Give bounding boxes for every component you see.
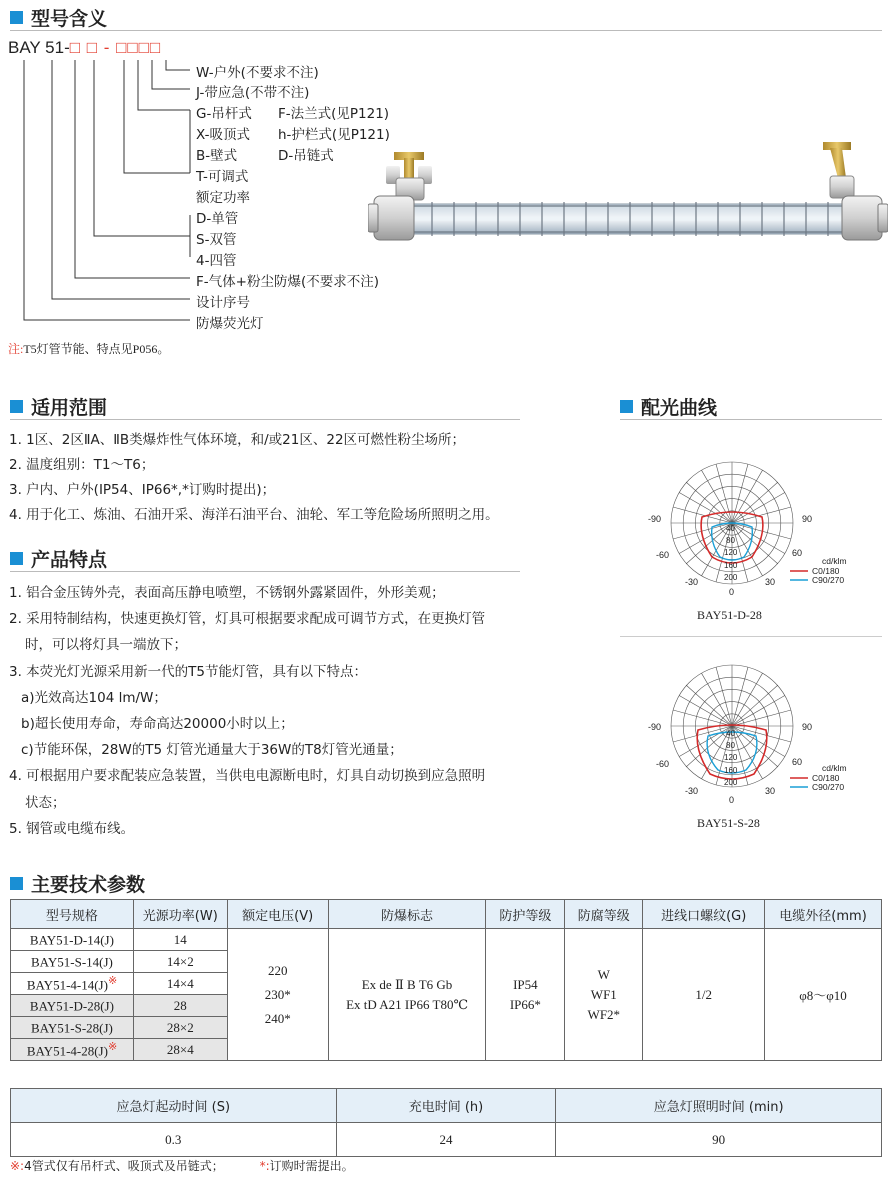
- table-header: 防护等级: [486, 900, 565, 929]
- polar-caption-s28: BAY51-S-28: [697, 816, 760, 830]
- section-marker: [10, 877, 23, 890]
- list-item: b)超长使用寿命，寿命高达20000小时以上；: [21, 716, 294, 733]
- cell-power: 28: [133, 995, 227, 1017]
- table-header: 电缆外径(mm): [765, 900, 882, 929]
- list-item: 3. 户内、户外(IP54、IP66*,*订购时提出)；: [9, 482, 276, 498]
- list-item: 1. 铝合金压铸外壳，表面高压静电喷塑，不锈钢外露紧固件，外形美观；: [9, 585, 445, 601]
- section-title-params: 主要技术参数: [10, 870, 145, 897]
- cell-thread: 1/2: [643, 929, 765, 1061]
- section-marker: [620, 400, 633, 413]
- ring-label: 200: [724, 573, 738, 582]
- model-label-single: D-单管: [196, 211, 239, 227]
- ring-label: 80: [726, 536, 735, 545]
- legend-unit: cd/klm: [822, 556, 847, 566]
- model-label-d-chain: D-吊链式: [278, 148, 334, 164]
- model-code: BAY 51-□ □ - □□□□: [8, 38, 162, 57]
- divider: [10, 419, 520, 420]
- section-title-light: 配光曲线: [620, 393, 717, 420]
- list-item: 2. 温度组别：T1～T6；: [9, 457, 155, 473]
- model-label-lamp: 防爆荧光灯: [196, 316, 264, 332]
- cell-model: BAY51-D-28(J): [11, 995, 134, 1017]
- angle-label: -30: [685, 786, 699, 796]
- angle-label: 60: [792, 757, 803, 767]
- list-item: 状态；: [25, 794, 66, 811]
- cell-model: BAY51-4-14(J)※: [11, 973, 134, 995]
- cell-lighting-time: 90: [556, 1123, 882, 1157]
- ring-label: 120: [724, 548, 738, 557]
- polar-chart-d28: [640, 445, 870, 620]
- list-item: c)节能环保，28W的T5 灯管光通量大于36W的T8灯管光通量；: [21, 742, 403, 759]
- emergency-table: [10, 1088, 882, 1157]
- cell-voltage: 220 230* 240*: [227, 929, 328, 1061]
- model-label-j: J-带应急(不带不注): [196, 85, 310, 101]
- ring-label: 40: [726, 524, 735, 533]
- cell-protection: IP54 IP66*: [486, 929, 565, 1061]
- table-header-row: [11, 1089, 882, 1123]
- table-header: 进线口螺纹(G): [643, 900, 765, 929]
- features-list: [9, 580, 485, 842]
- cell-model: BAY51-S-14(J): [11, 951, 134, 973]
- table-header: 光源功率(W): [133, 900, 227, 929]
- cell-start-time: 0.3: [11, 1123, 337, 1157]
- footnote: ※:4管式仅有吊杆式、吸顶式及吊链式； *:订购时需提出。: [10, 1159, 354, 1173]
- lamp-product-image: [368, 138, 888, 248]
- model-note: 注:T5灯管节能、特点见P056。: [8, 342, 170, 356]
- spec-table: [10, 899, 882, 1061]
- angle-label: 60: [792, 548, 803, 558]
- cell-exmark: Ex de Ⅱ B T6 Gb Ex tD A21 IP66 T80℃: [328, 929, 486, 1061]
- angle-label: -90: [648, 722, 662, 732]
- table-header: 防爆标志: [328, 900, 486, 929]
- section-title-features: 产品特点: [10, 545, 107, 572]
- legend-c0: C0/180: [812, 773, 840, 783]
- cell-cable: φ8～φ10: [765, 929, 882, 1061]
- ring-label: 160: [724, 766, 738, 775]
- angle-label: 30: [765, 786, 776, 796]
- list-item: 1. 1区、2区ⅡA、ⅡB类爆炸性气体环境，和/或21区、22区可燃性粉尘场所；: [9, 432, 466, 448]
- model-label-power: 额定功率: [196, 190, 250, 206]
- angle-label: -60: [656, 759, 670, 769]
- divider: [620, 419, 882, 420]
- table-header: 防腐等级: [565, 900, 643, 929]
- cell-power: 14×4: [133, 973, 227, 995]
- model-label-g: G-吊杆式: [196, 106, 252, 122]
- legend-c90: C90/270: [812, 575, 845, 585]
- model-label-w: W-户外(不要求不注): [196, 65, 319, 81]
- list-item: 4. 用于化工、炼油、石油开采、海洋石油平台、油轮、军工等危险场所照明之用。: [9, 507, 499, 523]
- table-header: 应急灯起动时间 (S): [11, 1089, 337, 1123]
- angle-label: 0: [729, 587, 735, 597]
- cell-model: BAY51-S-28(J): [11, 1017, 134, 1039]
- angle-label: -90: [648, 514, 662, 524]
- list-item: 2. 采用特制结构，快速更换灯管，灯具可根据要求配成可调节方式，在更换灯管: [9, 611, 486, 628]
- ring-label: 160: [724, 561, 738, 570]
- cell-power: 28×2: [133, 1017, 227, 1039]
- table-header: 应急灯照明时间 (min): [556, 1089, 882, 1123]
- model-label-design: 设计序号: [196, 295, 250, 311]
- divider: [10, 571, 520, 572]
- table-header: 额定电压(V): [227, 900, 328, 929]
- model-label-x: X-吸顶式: [196, 127, 250, 143]
- model-label-h: h-护栏式(见P121): [278, 127, 390, 143]
- cell-model: BAY51-D-14(J): [11, 929, 134, 951]
- scope-list: [9, 428, 499, 528]
- list-item: 5. 钢管或电缆布线。: [9, 820, 135, 837]
- polar-chart-s28: [640, 650, 870, 810]
- angle-label: 90: [802, 514, 813, 524]
- legend-unit: cd/klm: [822, 763, 847, 773]
- section-title-model: 型号含义: [10, 4, 107, 31]
- polar-caption-d28: BAY51-D-28: [697, 608, 762, 622]
- model-label-four: 4-四管: [196, 253, 237, 269]
- angle-label: -30: [685, 577, 699, 587]
- model-label-double: S-双管: [196, 232, 237, 248]
- model-label-f: F-法兰式(见P121): [278, 106, 390, 122]
- list-item: 时，可以将灯具一端放下；: [25, 637, 187, 654]
- model-label-b: B-壁式: [196, 148, 238, 164]
- cell-power: 14: [133, 929, 227, 951]
- ring-label: 200: [724, 778, 738, 787]
- section-marker: [10, 400, 23, 413]
- table-header: 充电时间 (h): [336, 1089, 556, 1123]
- cell-power: 28×4: [133, 1039, 227, 1061]
- divider: [620, 636, 882, 637]
- list-item: a)光效高达104 lm/W；: [21, 689, 167, 706]
- cell-power: 14×2: [133, 951, 227, 973]
- angle-label: 30: [765, 577, 776, 587]
- cell-model: BAY51-4-28(J)※: [11, 1039, 134, 1061]
- section-marker: [10, 552, 23, 565]
- ring-label: 80: [726, 741, 735, 750]
- angle-label: 0: [729, 795, 735, 805]
- table-row: [11, 1123, 882, 1157]
- model-label-dust: F-气体+粉尘防爆(不要求不注): [196, 274, 379, 290]
- cell-anticorrosion: W WF1 WF2*: [565, 929, 643, 1061]
- angle-label: -60: [656, 550, 670, 560]
- cell-charge-time: 24: [336, 1123, 556, 1157]
- table-header-row: [11, 900, 882, 929]
- list-item: 4. 可根据用户要求配装应急装置，当供电电源断电时，灯具自动切换到应急照明: [9, 768, 486, 785]
- section-title-scope: 适用范围: [10, 393, 107, 420]
- ring-label: 40: [726, 729, 735, 738]
- list-item: 3. 本荧光灯光源采用新一代的T5节能灯管，具有以下特点：: [9, 663, 368, 680]
- legend-c90: C90/270: [812, 782, 845, 792]
- table-header: 型号规格: [11, 900, 134, 929]
- table-row: [11, 929, 882, 951]
- angle-label: 90: [802, 722, 813, 732]
- model-label-t: T-可调式: [196, 169, 249, 185]
- ring-label: 120: [724, 753, 738, 762]
- legend-c0: C0/180: [812, 566, 840, 576]
